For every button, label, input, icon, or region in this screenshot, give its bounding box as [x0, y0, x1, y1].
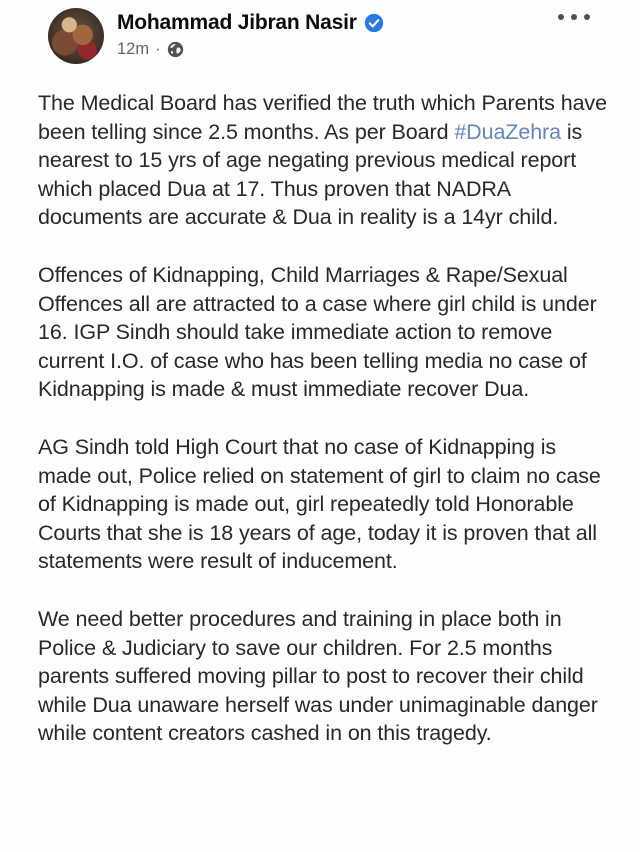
post-header	[0, 0, 640, 64]
post-body	[0, 64, 640, 748]
post-paragraph	[38, 89, 610, 232]
author-name[interactable]: Mohammad Jibran Nasir	[117, 11, 357, 34]
post-text: is nearest to 15 yrs of age negating previous medical report which placed Dua at 17. Thus proven that NADRA documents are accurate & Dua in reality is a 14yr child.	[38, 119, 583, 230]
timestamp-separator: ·	[155, 40, 161, 58]
menu-dot	[584, 14, 590, 20]
timestamp[interactable]: 12m	[117, 40, 150, 58]
post-text: AG Sindh told High Court that no case of Kidnapping is made out, Police relied on statement of girl to claim no case of Kidnapping is made out, girl repeatedly told Honorable Courts that she is 18 years of age, today it is proven that all statements were result of inducement.	[38, 434, 601, 574]
author-name-row	[117, 11, 384, 35]
timestamp-row	[117, 40, 384, 59]
post-paragraph	[38, 261, 610, 404]
ellipsis-menu-icon[interactable]	[556, 10, 592, 24]
avatar[interactable]	[48, 8, 104, 64]
hashtag-link[interactable]: #DuaZehra	[454, 119, 561, 144]
post-text: The Medical Board has verified the truth which Parents have been telling since 2.5 months. As per Board	[38, 91, 607, 144]
header-info	[117, 8, 384, 59]
public-globe-icon	[167, 41, 184, 58]
post-text: We need better procedures and training in place both in Police & Judiciary to save our children. For 2.5 months parents suffered moving pillar to post to recover their child while Dua unaware herself was under unimaginable danger while content creators cashed in on this tragedy.	[38, 606, 598, 746]
verified-badge-icon	[364, 13, 384, 33]
menu-dot	[558, 14, 564, 20]
post-text: Offences of Kidnapping, Child Marriages & Rape/Sexual Offences all are attracted to a case where girl child is under 16. IGP Sindh should take immediate action to remove current I.O. of case who has been telling media no case of Kidnapping is made & must immediate recover Dua.	[38, 262, 597, 402]
menu-dot	[571, 14, 577, 20]
post-paragraph	[38, 433, 610, 576]
post-paragraph	[38, 605, 610, 748]
